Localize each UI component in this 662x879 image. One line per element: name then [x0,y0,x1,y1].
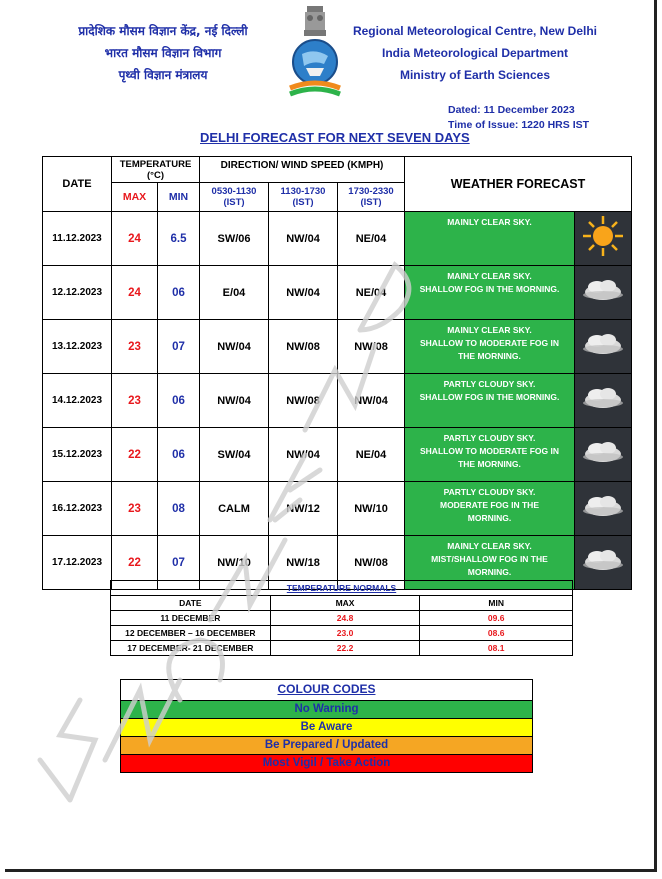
colour-code-no-warning: No Warning [121,700,532,718]
temperature-unit: (°C) [147,169,164,181]
row-max-temp: 22 [112,428,158,482]
row-weather-icon-cell [575,212,632,266]
weather-line: MAINLY CLEAR SKY. [447,325,532,335]
weather-line: THE MORNING. [458,351,521,361]
row-wind-slot-3: NW/04 [338,374,405,428]
header-english [350,20,600,86]
normals-min: 08.1 [420,641,573,656]
row-wind-slot-2: NW/08 [269,374,338,428]
weather-line: THE MORNING. [458,459,521,469]
normals-row [111,626,573,641]
row-weather-icon-cell [575,320,632,374]
time-of-issue-text: Time of Issue: 1220 HRS IST [448,119,590,131]
row-date: 15.12.2023 [43,428,112,482]
weather-line: MAINLY CLEAR SKY. [447,271,532,281]
row-min-temp: 07 [158,320,200,374]
weather-line: MODERATE FOG IN THE [439,500,539,510]
row-date: 16.12.2023 [43,482,112,536]
weather-line: PARTLY CLOUDY SKY. [443,379,536,389]
row-wind-slot-2: NW/04 [269,428,338,482]
row-wind-slot-1: E/04 [200,266,269,320]
colour-code-most-vigil: Most Vigil / Take Action [121,754,532,772]
forecast-row [43,428,632,482]
row-wind-slot-1: NW/10 [200,536,269,590]
fog-icon [575,266,631,314]
weather-line: MORNING. [467,513,512,523]
row-weather-text [405,320,575,374]
normals-max: 22.2 [270,641,420,656]
row-weather-icon-cell [575,266,632,320]
forecast-row [43,266,632,320]
temperature-normals-table [110,580,573,656]
normals-row [111,611,573,626]
normals-min: 08.6 [420,626,573,641]
row-wind-slot-1: NW/04 [200,320,269,374]
hindi-line-1: प्रादेशिक मौसम विज्ञान केंद्र, नई दिल्ली [78,24,248,38]
weather-line: SHALLOW TO MODERATE FOG IN [420,446,559,456]
fog-icon [575,428,631,476]
row-wind-slot-3: NE/04 [338,266,405,320]
header-date: DATE [43,157,112,212]
row-date: 17.12.2023 [43,536,112,590]
hindi-line-2: भारत मौसम विज्ञान विभाग [104,46,222,60]
row-wind-slot-3: NW/10 [338,482,405,536]
weather-line: SHALLOW TO MODERATE FOG IN [420,338,559,348]
slot-2-ist: (IST) [292,197,314,208]
row-wind-slot-2: NW/08 [269,320,338,374]
normals-min: 09.6 [420,611,573,626]
fog-icon [575,320,631,368]
english-line-2: India Meteorological Department [381,46,569,60]
header-temperature [112,157,200,183]
header-slot-3 [338,183,405,212]
row-date: 14.12.2023 [43,374,112,428]
row-max-temp: 24 [112,266,158,320]
normals-max: 24.8 [270,611,420,626]
normals-date: 11 DECEMBER [111,611,271,626]
row-date: 13.12.2023 [43,320,112,374]
normals-rows [111,611,573,656]
forecast-row [43,374,632,428]
normals-max: 23.0 [270,626,420,641]
row-weather-icon-cell [575,482,632,536]
header-weather: WEATHER FORECAST [405,157,632,212]
row-weather-text [405,212,575,266]
row-min-temp: 08 [158,482,200,536]
row-weather-icon-cell [575,536,632,590]
forecast-table [42,156,632,590]
weather-line: SHALLOW FOG IN THE MORNING. [419,284,560,294]
row-max-temp: 23 [112,374,158,428]
row-wind-slot-3: NE/04 [338,428,405,482]
weather-line: MIST/SHALLOW FOG IN THE [431,554,548,564]
row-weather-text [405,428,575,482]
normals-header-max: MAX [270,596,420,611]
weather-line: PARTLY CLOUDY SKY. [443,487,536,497]
weather-line: MAINLY CLEAR SKY. [447,217,532,227]
row-weather-text [405,374,575,428]
row-date: 11.12.2023 [43,212,112,266]
header-min: MIN [158,183,200,212]
weather-line: MORNING. [467,567,512,577]
normals-date: 17 DECEMBER- 21 DECEMBER [111,641,271,656]
normals-date: 12 DECEMBER – 16 DECEMBER [111,626,271,641]
row-wind-slot-1: NW/04 [200,374,269,428]
colour-code-be-aware: Be Aware [121,718,532,736]
row-max-temp: 24 [112,212,158,266]
row-wind-slot-1: SW/06 [200,212,269,266]
row-max-temp: 23 [112,320,158,374]
sun-icon [575,212,631,260]
row-weather-icon-cell [575,428,632,482]
temperature-label: TEMPERATURE [119,158,192,170]
forecast-rows [43,212,632,590]
row-max-temp: 23 [112,482,158,536]
fog-icon [575,482,631,530]
row-wind-slot-1: SW/04 [200,428,269,482]
colour-code-be-prepared: Be Prepared / Updated [121,736,532,754]
imd-emblem-logo [284,4,346,100]
colour-codes-title: COLOUR CODES [277,682,376,696]
weather-line: SHALLOW FOG IN THE MORNING. [419,392,560,402]
row-date: 12.12.2023 [43,266,112,320]
header-slot-2 [269,183,338,212]
row-min-temp: 6.5 [158,212,200,266]
row-min-temp: 06 [158,374,200,428]
weather-line: MAINLY CLEAR SKY. [447,541,532,551]
row-max-temp: 22 [112,536,158,590]
english-line-1: Regional Meteorological Centre, New Delhi [352,24,598,38]
colour-codes-legend [120,679,533,773]
english-line-3: Ministry of Earth Sciences [399,68,551,82]
row-min-temp: 07 [158,536,200,590]
row-weather-text [405,482,575,536]
slot-2-time: 1130-1730 [280,186,326,197]
issue-info [448,103,589,133]
slot-3-ist: (IST) [360,197,382,208]
slot-1-ist: (IST) [223,197,245,208]
normals-row [111,641,573,656]
header-direction: DIRECTION/ WIND SPEED (KMPH) [200,157,405,183]
row-wind-slot-2: NW/04 [269,212,338,266]
row-weather-text [405,266,575,320]
forecast-row [43,482,632,536]
normals-title: TEMPERATURE NORMALS [111,581,573,596]
row-min-temp: 06 [158,266,200,320]
row-wind-slot-2: NW/12 [269,482,338,536]
row-min-temp: 06 [158,428,200,482]
fog-icon [575,536,631,584]
slot-3-time: 1730-2330 [348,186,394,197]
row-wind-slot-2: NW/04 [269,266,338,320]
row-weather-icon-cell [575,374,632,428]
normals-header-min: MIN [420,596,573,611]
row-wind-slot-2: NW/18 [269,536,338,590]
weather-line: PARTLY CLOUDY SKY. [443,433,536,443]
header-max: MAX [112,183,158,212]
slot-1-time: 0530-1130 [211,186,257,197]
row-wind-slot-3: NW/08 [338,536,405,590]
normals-header-date: DATE [111,596,271,611]
forecast-row [43,320,632,374]
hindi-line-3: पृथ्वी विज्ञान मंत्रालय [118,68,208,82]
header-hindi [58,20,268,86]
header-slot-1 [200,183,269,212]
row-wind-slot-3: NE/04 [338,212,405,266]
fog-icon [575,374,631,422]
row-wind-slot-1: CALM [200,482,269,536]
dated-text: Dated: 11 December 2023 [448,104,575,116]
page-title: DELHI FORECAST FOR NEXT SEVEN DAYS [200,130,470,145]
forecast-row [43,212,632,266]
row-wind-slot-3: NW/08 [338,320,405,374]
